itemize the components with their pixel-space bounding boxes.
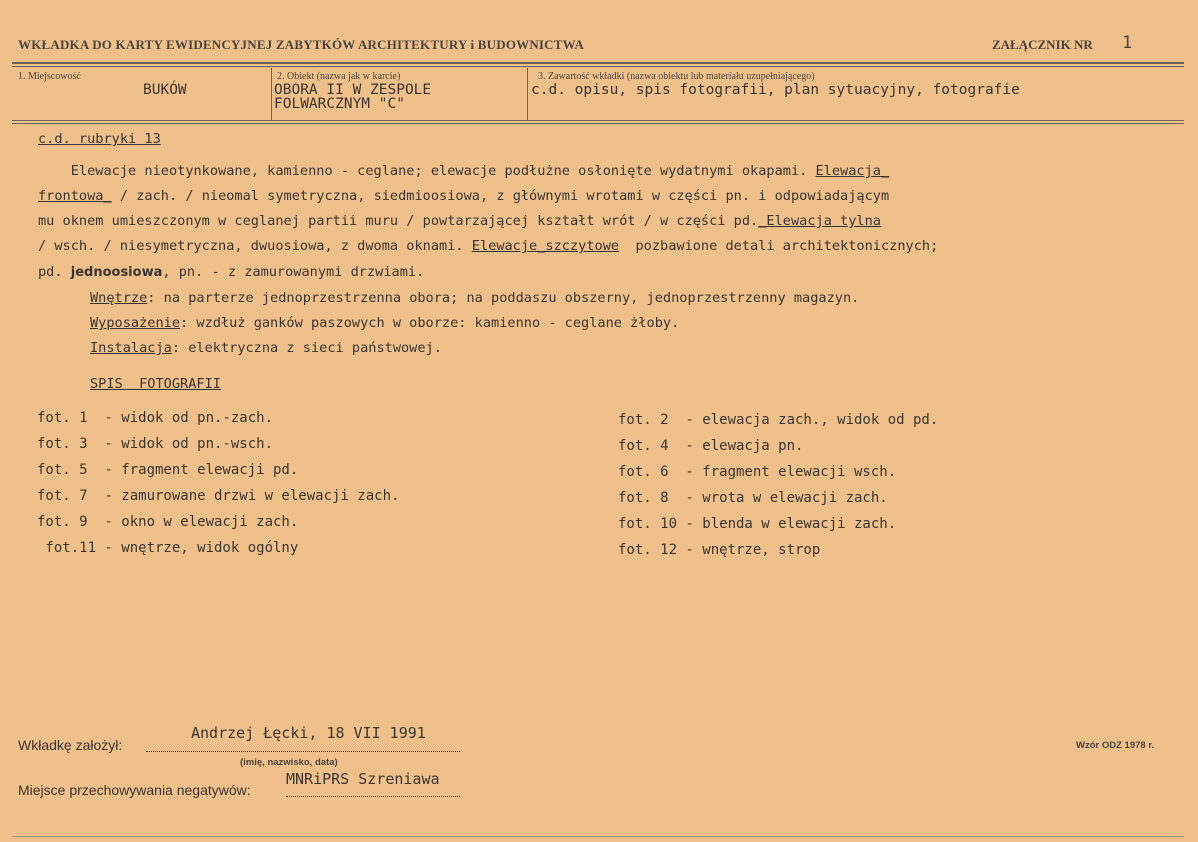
author-label: Wkładkę założył: [18,737,123,753]
photo-item: fot. 7 - zamurowane drzwi w elewacji zach. [37,488,400,504]
description-line [38,188,889,204]
content-label: 3. Zawartość wkładki (nazwa obiektu lub materiału uzupełniającego) [538,71,815,82]
attachment-label: ZAŁĄCZNIK NR [992,37,1093,52]
photo-item: fot. 12 - wnętrze, strop [618,542,821,558]
field-divider-1 [271,68,272,120]
text-span: Wyposażenie [90,315,181,331]
text-span: pd. [38,264,71,280]
photo-item: fot. 8 - wrota w elewacji zach. [618,490,888,506]
card-header-title: WKŁADKA DO KARTY EWIDENCYJNEJ ZABYTKÓW ARCHITEKTURY i BUDOWNICTWA [18,37,584,52]
text-span: : na parterze jednoprzestrzenna obora; na poddaszu obszerny, jednoprzestrzenny magazyn. [147,290,860,306]
installation-line [90,340,442,356]
header-rule [12,62,1184,64]
text-span: : elektryczna z sieci państwowej. [171,340,442,356]
object-value-line1: OBORA II W ZESPOLE [274,82,432,98]
interior-line [90,290,859,306]
place-value: BUKÓW [143,82,187,98]
text-span: / zach. / nieomal symetryczna, siedmioosiowa, z głównymi wrotami w części pn. i odpowiadającym [111,188,890,204]
photo-item: fot. 2 - elewacja zach., widok od pd. [618,412,939,428]
photo-item: fot. 6 - fragment elewacji wsch. [618,464,897,480]
form-mark: Wzór ODZ 1978 r. [1076,740,1155,751]
photo-item: fot.11 - wnętrze, widok ogólny [37,540,299,556]
author-hint: (imię, nazwisko, data) [240,757,338,768]
text-span: Elewacja_ [815,163,890,179]
text-span: , pn. - z zamurowanymi drzwiami. [162,264,425,280]
section-heading: c.d. rubryki 13 [38,131,161,147]
place-label: 1. Miejscowość [18,71,81,82]
object-value-line2: FOLWARCZNYM "C" [274,96,405,112]
fields-bottom-rule [12,120,1184,121]
photo-item: fot. 3 - widok od pn.-wsch. [37,436,274,452]
photo-item: fot. 9 - okno w elewacji zach. [37,514,299,530]
photo-item: fot. 4 - elewacja pn. [618,438,804,454]
header-rule-thin [12,66,1184,67]
author-dotted-line [146,751,460,752]
text-span: / wsch. / niesymetryczna, dwuosiowa, z dwoma oknami. [38,238,472,254]
handwritten-correction: jednoosiowa [70,265,163,280]
object-label: 2. Obiekt (nazwa jak w karcie) [277,71,401,82]
photo-item: fot. 10 - blenda w elewacji zach. [618,516,897,532]
text-span: pozbawione detali architektonicznych; [619,238,939,254]
text-span: Elewacje nieotynkowane, kamienno - ceglane; elewacje podłużne osłonięte wydatnymi okapami. [38,163,816,179]
fields-bottom-rule-thin [12,123,1184,124]
storage-value: MNRiPRS Szreniawa [286,770,440,788]
field-divider-2 [527,68,528,120]
text-span: frontowa_ [38,188,112,204]
content-value: c.d. opisu, spis fotografii, plan sytuacyjny, fotografie [531,82,1020,98]
text-span: Instalacja [90,340,172,356]
description-line [38,238,938,254]
photo-item: fot. 1 - widok od pn.-zach. [37,410,274,426]
text-span: mu oknem umieszczonym w ceglanej partii muru / powtarzającej kształt wrót / w części pd. [38,213,759,229]
description-line [38,264,424,280]
photo-item: fot. 5 - fragment elewacji pd. [37,462,299,478]
storage-label: Miejsce przechowywania negatywów: [18,782,251,798]
text-span: Elewacje_szczytowe [471,238,620,254]
text-span: Wnętrze [90,290,148,306]
text-span: : wzdłuż ganków paszowych w oborze: kamienno - ceglane żłoby. [180,315,680,331]
description-line [38,163,889,179]
author-value: Andrzej Łęcki, 18 VII 1991 [191,724,426,742]
photos-heading: SPIS FOTOGRAFII [90,376,221,392]
attachment-number: 1 [1122,33,1133,53]
storage-dotted-line [286,796,460,797]
bottom-edge-rule [12,836,1184,837]
equipment-line [90,315,679,331]
text-span: _Elewacja tylna [758,213,881,229]
description-line [38,213,881,229]
